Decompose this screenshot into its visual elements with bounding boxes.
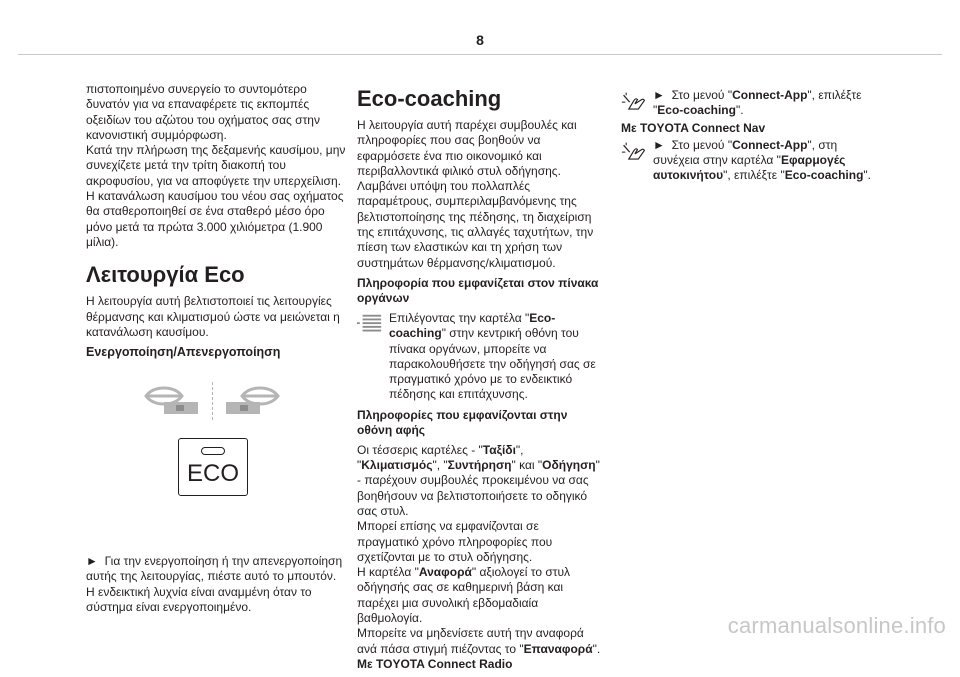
- eco-button: [178, 438, 248, 496]
- text: ", στη συνέχεια στην καρτέλα ": [653, 137, 838, 167]
- instrument-panel-icon: [357, 313, 383, 337]
- text: " στην κεντρική οθόνη του πίνακα οργάνων, μπορείτε να παρακολουθήσετε την οδήγησή σας σε πραγματικό χρόνο με το ενδεικτικό πέδησης και επιτάχυνσης.: [389, 326, 596, 402]
- text: ".: [735, 103, 744, 118]
- text: ", ": [432, 458, 448, 473]
- bold-term: Επαναφορά: [523, 641, 593, 656]
- paragraph: Η λειτουργία αυτή βελτιστοποιεί τις λειτουργίες θέρμανσης και κλιματισμού ώστε να μειώνεται η κατανάλωση καυσίμου.: [86, 294, 340, 339]
- bold-term: Connect-App: [732, 137, 808, 152]
- text: ", επιλέξτε ": [653, 88, 862, 118]
- section-heading-eco-coaching: Eco-coaching: [357, 86, 502, 111]
- arrow-bullet: ►: [86, 554, 98, 569]
- bold-term: Κλιματισμός: [361, 458, 433, 473]
- text: ", ": [357, 442, 524, 473]
- instruction: Για την ενεργοποίηση ή την απενεργοποίηση αυτής της λειτουργίας, πιέστε αυτό το μπουτόν.: [86, 554, 343, 584]
- paragraph: Η ενδεικτική λυχνία είναι αναμμένη όταν το σύστημα είναι ενεργοποιημένο.: [86, 584, 312, 615]
- arrow-bullet: ►: [653, 88, 665, 102]
- paragraph: Η λειτουργία αυτή παρέχει συμβουλές και πληροφορίες που σας βοηθούν να εφαρμόσετε ένα πιο οικονομικό και περιβαλλοντικά φιλικό στυλ οδήγησης.: [357, 118, 577, 178]
- subheading-touchscreen: Πληροφορίες που εμφανίζονται στην οθόνη αφής: [357, 407, 568, 437]
- subheading-instrument-panel: Πληροφορία που εμφανίζεται στον πίνακα οργάνων: [357, 275, 599, 305]
- column-1: [86, 82, 352, 615]
- text: " και ": [511, 458, 543, 473]
- text: Στο μενού ": [671, 88, 733, 102]
- subheading-connect-nav: Με TOYOTA Connect Nav: [621, 120, 766, 135]
- bold-term: Οδήγηση: [542, 458, 596, 473]
- text: ", επιλέξτε ": [723, 168, 785, 183]
- bold-term: Connect-App: [732, 88, 808, 102]
- text: Στο μενού ": [671, 137, 733, 152]
- paragraph: Λαμβάνει υπόψη του πολλαπλές παραμέτρους, συμπεριλαμβανόμενης της βελτιστοποίησης της πέδησης, τη διαχείριση της επιτάχυνσης, τις αλλαγές ταχυτήτων, την πίεση των ελαστικών και τη χρήση των συστημάτων θέρμανσης/κλιματισμού.: [357, 179, 594, 270]
- eco-button-label: ECO: [186, 460, 239, 488]
- text: ".: [863, 168, 871, 183]
- paragraph: πιστοποιημένο συνεργείο το συντομότερο δυνατόν για να επαναφέρετε τις εκπομπές οξειδίων του αζώτου του οχήματος σας στην κανονιστική συμμόρφωση.: [86, 82, 320, 142]
- text: Η καρτέλα ": [357, 565, 419, 580]
- text: " αξιολογεί το στυλ οδήγησής σας σε καθημερινή βάση και παρέχει μια συνολική εβδομαδιαία βαθμολογία.: [357, 565, 571, 626]
- header-rule: [18, 54, 942, 55]
- bold-term: Εφαρμογές αυτοκινήτου: [653, 152, 846, 183]
- section-heading-eco-mode: Λειτουργία Eco: [86, 262, 245, 288]
- bold-term: Eco-coaching: [389, 310, 556, 341]
- text: " - παρέχουν συμβουλές προκειμένου να σας βοηθήσουν να βελτιστοποιήσετε το οδηγικό σας στυλ.: [357, 458, 600, 518]
- page-number: 8: [476, 32, 484, 48]
- bold-term: Ταξίδι: [482, 442, 516, 457]
- paragraph: Μπορεί επίσης να εμφανίζονται σε πραγματικό χρόνο πληροφορίες που σχετίζονται με το στυλ οδήγησης.: [357, 519, 553, 564]
- paragraph: Κατά την πλήρωση της δεξαμενής καυσίμου, μην συνεχίζετε μετά την τρίτη διακοπή του ακροφυσίου, για να αποφύγετε την υπερχείλιση.: [86, 143, 346, 188]
- indicator-lamp: [201, 447, 225, 455]
- left-hand-drive-steering-icon: [132, 384, 202, 418]
- watermark: carmanualsonline.info: [727, 613, 946, 638]
- bold-term: Συντήρηση: [447, 458, 512, 473]
- touch-hand-icon: [621, 140, 647, 166]
- right-hand-drive-steering-icon: [222, 384, 292, 418]
- text: Επιλέγοντας την καρτέλα ": [389, 310, 530, 325]
- text: Μπορείτε να μηδενίσετε αυτή την αναφορά ανά πάσα στιγμή πιέζοντας το ": [357, 626, 584, 656]
- arrow-bullet: ►: [653, 137, 665, 152]
- bold-term: Αναφορά: [418, 565, 472, 580]
- text: Οι τέσσερις καρτέλες - ": [357, 442, 483, 457]
- column-2: [357, 82, 602, 677]
- paragraph: Η κατανάλωση καυσίμου του νέου σας οχήματος θα σταθεροποιηθεί σε ένα σταθερό μέσο όρο μόνο μετά τα πρώτα 3.000 χιλιόμετρα (1.900 μίλια).: [86, 189, 344, 249]
- eco-button-figure: [96, 366, 326, 546]
- bold-term: Eco-coaching: [784, 168, 864, 183]
- bold-term: Eco-coaching: [657, 103, 736, 118]
- divider: [212, 382, 213, 420]
- column-3: [621, 88, 883, 183]
- text: ".: [592, 641, 601, 656]
- subheading-activation: Ενεργοποίηση/Απενεργοποίηση: [86, 345, 281, 360]
- touch-hand-icon: [621, 90, 647, 116]
- subheading-connect-radio: Με TOYOTA Connect Radio: [357, 656, 513, 671]
